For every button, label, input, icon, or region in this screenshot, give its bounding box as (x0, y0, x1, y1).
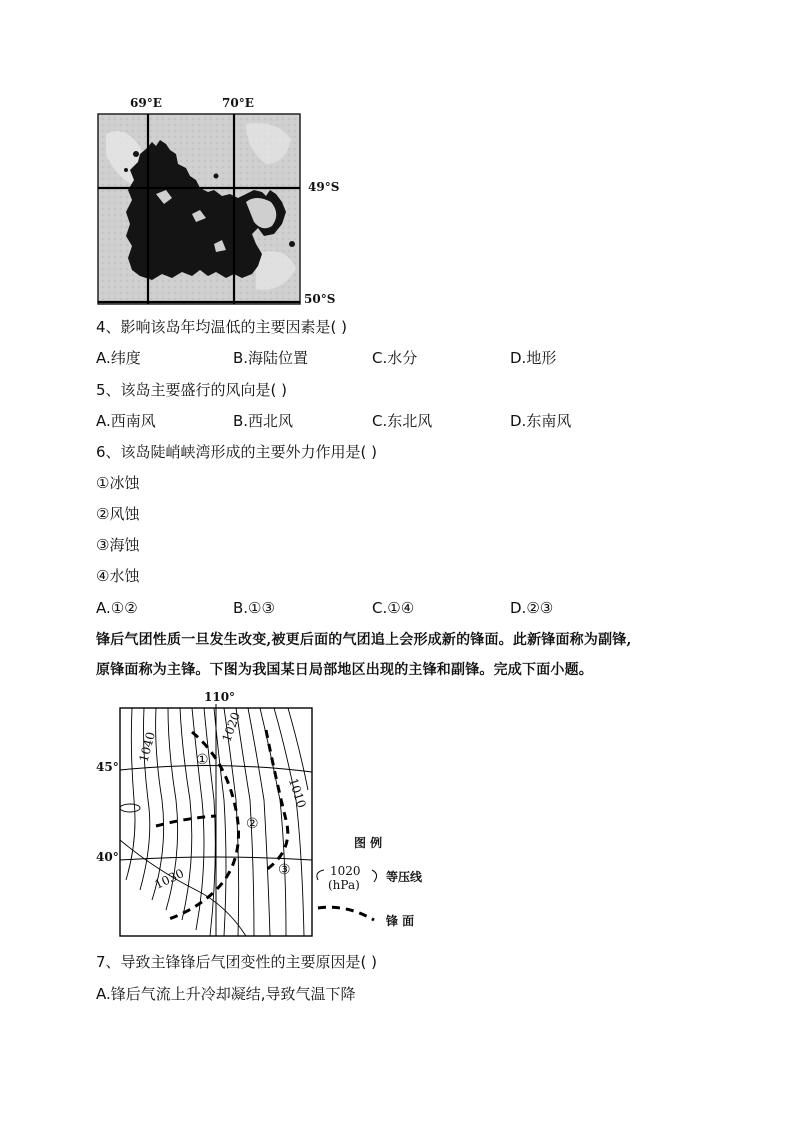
q6-option-c[interactable]: C.①④ (372, 599, 415, 617)
q5-option-c[interactable]: C.东北风 (372, 412, 433, 430)
lon-label-110: 110° (204, 690, 236, 704)
q6-item-1: ①冰蚀 (96, 474, 140, 492)
q6-item-4: ④水蚀 (96, 567, 140, 585)
legend-front-icon (318, 907, 374, 920)
point-label-1: ① (196, 752, 209, 768)
secondary-front (266, 730, 288, 870)
q4-stem: 4、影响该岛年均温低的主要因素是( ) (96, 318, 348, 336)
weather-map-graphic (96, 690, 436, 940)
q6-option-d[interactable]: D.②③ (510, 599, 554, 617)
isobar-label-1040: 1040 (136, 730, 158, 764)
q6-item-3: ③海蚀 (96, 536, 140, 554)
point-label-3: ③ (278, 862, 291, 878)
lat-label-49: 49°S (308, 180, 340, 194)
hidden-guide (184, 730, 256, 826)
isobar-label-1010: 1010 (285, 776, 309, 810)
legend-isobar-name: 等压线 (386, 870, 423, 884)
legend-isobar-unit: (hPa) (328, 878, 360, 892)
q5-option-b[interactable]: B.西北风 (233, 412, 294, 430)
lat-label-50: 50°S (304, 292, 336, 306)
island-map (96, 94, 356, 308)
q7-stem: 7、导致主锋锋后气团变性的主要原因是( ) (96, 953, 378, 971)
q5-option-a[interactable]: A.西南风 (96, 412, 156, 430)
q6-item-2: ②风蚀 (96, 505, 140, 523)
lat-label-40: 40° (96, 850, 119, 864)
isobar-label-1020: 1020 (219, 710, 244, 744)
legend-isobar-value: 1020 (330, 864, 361, 878)
q6-option-b[interactable]: B.①③ (233, 599, 275, 617)
q5-option-d[interactable]: D.东南风 (510, 412, 572, 430)
q4-option-b[interactable]: B.海陆位置 (233, 349, 309, 367)
q6-option-a[interactable]: A.①② (96, 599, 138, 617)
island-map-graphic (96, 94, 356, 308)
q4-option-c[interactable]: C.水分 (372, 349, 418, 367)
q4-option-a[interactable]: A.纬度 (96, 349, 141, 367)
q6-stem: 6、该岛陡峭峡湾形成的主要外力作用是( ) (96, 443, 378, 461)
point-label-2: ② (246, 816, 259, 832)
q7-option-a[interactable]: A.锋后气流上升冷却凝结,导致气温下降 (96, 985, 356, 1003)
isobar-label-1030: 1030 (152, 866, 187, 892)
lat-label-45: 45° (96, 760, 119, 774)
legend-front-name: 锋 面 (386, 914, 415, 928)
legend-title: 图 例 (354, 836, 383, 850)
intro-line-1: 锋后气团性质一旦发生改变,被更后面的气团追上会形成新的锋面。此新锋面称为副锋, (96, 632, 632, 648)
front-segment (156, 816, 216, 826)
q4-option-d[interactable]: D.地形 (510, 349, 557, 367)
q5-stem: 5、该岛主要盛行的风向是( ) (96, 381, 288, 399)
intro-line-2: 原锋面称为主锋。下图为我国某日局部地区出现的主锋和副锋。完成下面小题。 (96, 662, 593, 678)
weather-map (96, 690, 436, 940)
lon-label-70: 70°E (222, 96, 254, 110)
lon-label-69: 69°E (130, 96, 162, 110)
